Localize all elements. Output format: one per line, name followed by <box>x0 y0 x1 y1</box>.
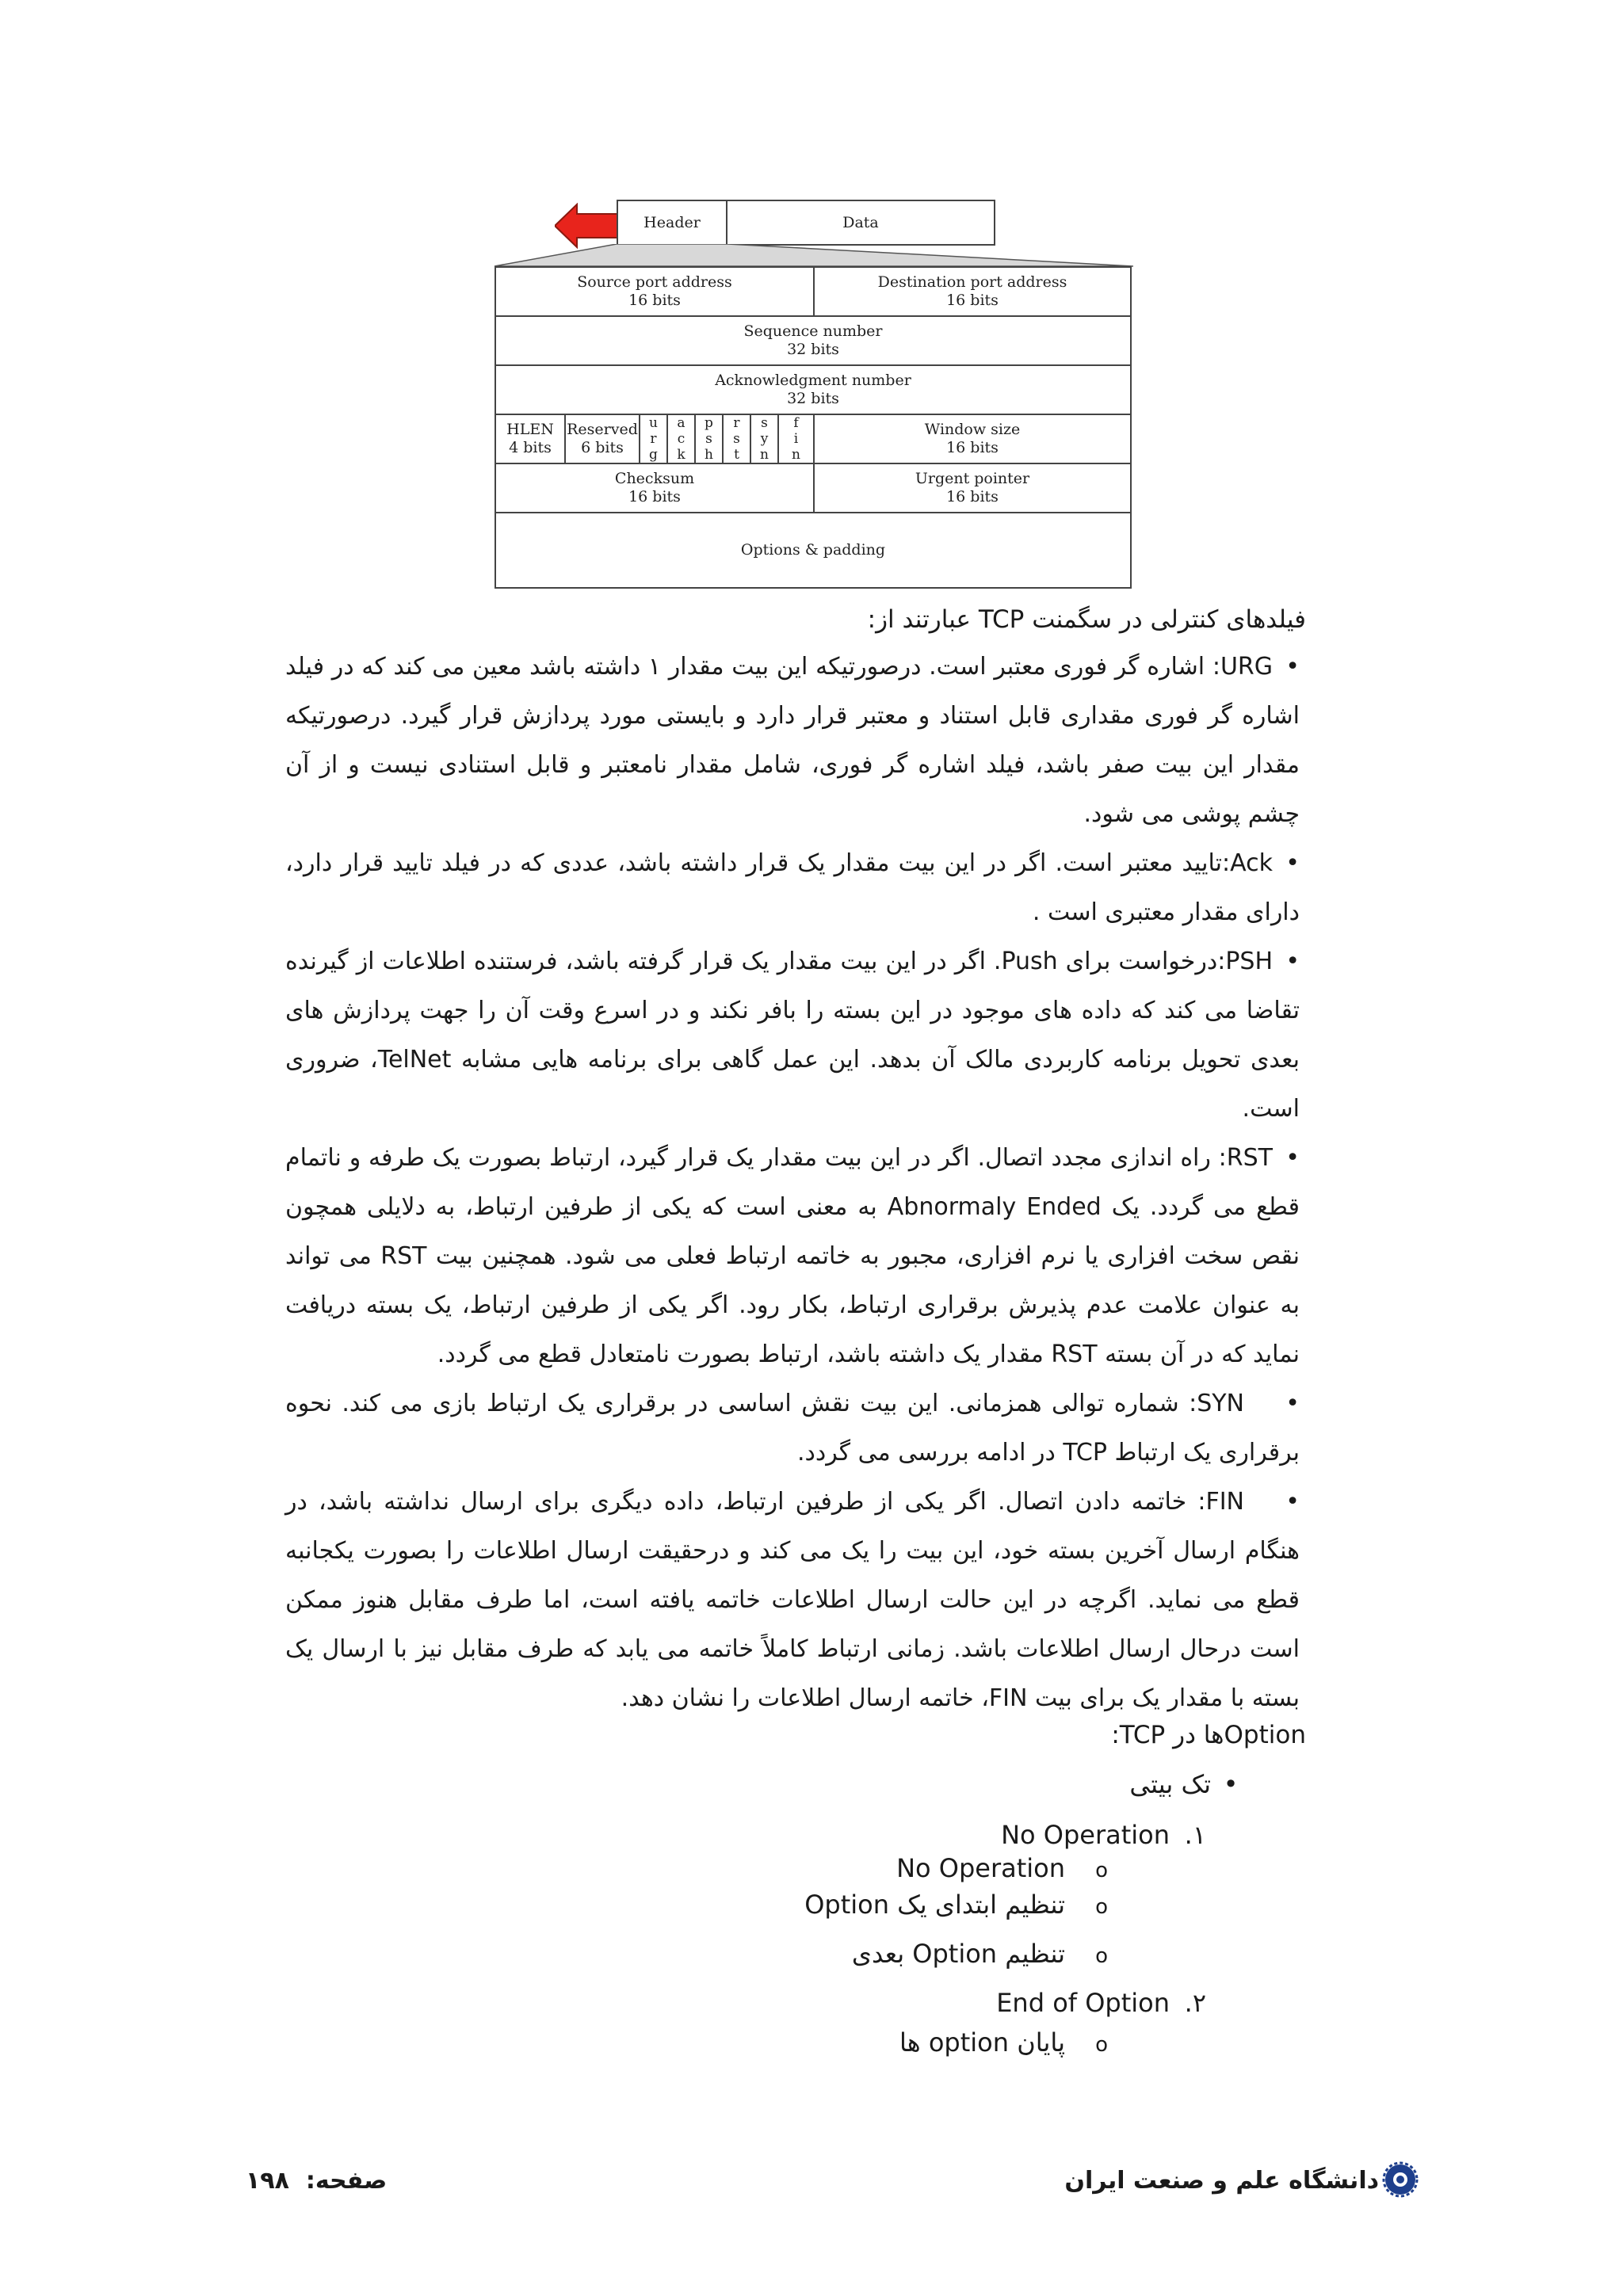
item-number: ۱. <box>1184 1820 1206 1850</box>
reserved-bits: 6 bits <box>581 439 624 456</box>
university-name: دانشگاه علم و صنعت ایران <box>1064 2167 1379 2195</box>
reserved-field <box>564 414 640 464</box>
circle-bullet-icon: o <box>1095 2033 1108 2057</box>
control-fields-intro: فیلدهای کنترلی در سگمنت TCP عبارتند از: <box>867 605 1306 634</box>
checksum-label: Checksum <box>614 470 695 487</box>
bullet-icon: • <box>1223 1769 1239 1799</box>
flag-fin <box>777 414 815 464</box>
circle-bullet-icon: o <box>1095 1944 1108 1968</box>
flag-urg <box>639 414 668 464</box>
sub-item-label: پایان option ها <box>899 2027 1065 2058</box>
header-label: Header <box>643 213 701 231</box>
bullet-icon: • <box>1285 1144 1300 1172</box>
flag-letter: s <box>733 431 740 447</box>
bullet-icon: • <box>1285 1390 1300 1417</box>
flag-letter: a <box>677 415 685 431</box>
destination-port-bits: 16 bits <box>946 292 999 309</box>
numbered-item-label: End of Option <box>996 1988 1170 2018</box>
sub-item <box>899 2027 1108 2061</box>
hlen-label: HLEN <box>506 421 554 438</box>
flag-letter: n <box>792 447 800 463</box>
urgent-pointer-bits: 16 bits <box>946 488 999 505</box>
ack-description: Ack:تایید معتبر است. اگر در این بیت مقدار یک قرار داشته باشد، عددی که در فیلد تایید قرار دارد، دارای مقدار معتبری است . <box>285 849 1300 926</box>
list-item-psh <box>285 937 1300 1134</box>
sub-item-label: No Operation <box>896 1853 1065 1883</box>
sub-item <box>896 1852 1108 1886</box>
flag-letter: h <box>705 447 713 463</box>
numbered-item-1 <box>1001 1819 1206 1851</box>
flag-letter: c <box>677 431 685 447</box>
flag-letter: u <box>649 415 658 431</box>
flag-letter: k <box>677 447 685 463</box>
acknowledgment-number-bits: 32 bits <box>787 390 839 407</box>
source-port-bits: 16 bits <box>628 292 681 309</box>
window-size-bits: 16 bits <box>946 439 999 456</box>
acknowledgment-number-label: Acknowledgment number <box>715 372 911 389</box>
rst-description: RST: راه اندازی مجدد اتصال. اگر در این بیت مقدار یک قرار گیرد، ارتباط بصورت یک طرفه و ناتمام قطع می گردد. یک Abnormaly Ended به معنی است که یکی از طرفین ارتباط، به دلایلی همچون نقص سخت افزاری یا نرم افزاری، مجبور به خاتمه ارتباط فعلی می شود. همچنین بیت RST می تواند به عنوان علامت عدم پذیرش برقراری ارتباط، بکار رود. اگر یکی از طرفین ارتباط، یک بسته دریافت نماید که در آن بسته RST مقدار یک داشته باشد، ارتباط بصورت نامتعادل قطع می گردد. <box>285 1144 1300 1368</box>
sequence-number-bits: 32 bits <box>787 341 839 358</box>
page-number-value: ۱۹۸ <box>246 2167 289 2195</box>
bullet-icon: • <box>1285 948 1300 975</box>
numbered-item-label: No Operation <box>1001 1820 1170 1850</box>
page-label: صفحه: <box>305 2167 388 2195</box>
bullet-icon: • <box>1285 653 1300 681</box>
flag-letter: y <box>760 431 769 447</box>
flag-letter: n <box>760 447 769 463</box>
left-arrow-icon <box>555 203 626 249</box>
flag-letter: r <box>733 415 740 431</box>
sub-item-label: تنظیم ابتدای یک Option <box>804 1890 1065 1920</box>
psh-description: PSH:درخواست برای Push. اگر در این بیت مقدار یک قرار گرفته باشد، فرستنده اطلاعات از گیرنده تقاضا می کند که داده های موجود در این بسته را بافر نکند و در اسرع وقت آن را جهت پردازش های بعدی تحویل برنامه کاربردی مالک آن بدهد. این عمل گاهی برای برنامه هایی مشابه TelNet، ضروری است. <box>285 948 1300 1123</box>
options-padding-label: Options & padding <box>740 541 886 559</box>
flag-letter: t <box>734 447 739 463</box>
flag-syn <box>750 414 779 464</box>
flag-letter: p <box>705 415 713 431</box>
flag-rst <box>722 414 751 464</box>
single-bit-item <box>1129 1768 1251 1800</box>
window-size-label: Window size <box>924 421 1021 438</box>
sub-item <box>852 1938 1108 1972</box>
circle-bullet-icon: o <box>1095 1859 1108 1882</box>
acknowledgment-number-field <box>495 364 1132 415</box>
data-cell <box>726 200 995 246</box>
flag-psh <box>694 414 724 464</box>
header-cell <box>617 200 727 246</box>
syn-description: SYN: شماره توالی همزمانی. این بیت نقش اساسی در برقراری یک ارتباط بازی می کند. نحوه برقراری یک ارتباط TCP در ادامه بررسی می گردد. <box>285 1390 1300 1466</box>
flag-letter: f <box>793 415 799 431</box>
data-label: Data <box>842 213 879 231</box>
list-item-ack <box>285 839 1300 937</box>
list-item-urg <box>285 643 1300 839</box>
destination-port-field <box>813 266 1132 317</box>
flag-letter: s <box>761 415 768 431</box>
checksum-field <box>495 463 815 513</box>
list-item-fin <box>285 1478 1300 1723</box>
checksum-bits: 16 bits <box>628 488 681 505</box>
list-item-syn <box>285 1379 1300 1478</box>
sub-item-label: تنظیم Option بعدی <box>851 1939 1065 1969</box>
options-padding-field <box>495 512 1132 589</box>
page-number <box>246 2167 387 2195</box>
urgent-pointer-field <box>813 463 1132 513</box>
header-expansion-lines <box>491 244 1133 268</box>
circle-bullet-icon: o <box>1095 1895 1108 1919</box>
single-bit-label: تک بیتی <box>1129 1769 1211 1799</box>
item-number: ۲. <box>1184 1988 1206 2018</box>
numbered-item-2 <box>996 1987 1206 2019</box>
window-size-field <box>813 414 1132 464</box>
bullet-icon: • <box>1285 849 1300 877</box>
urg-description: URG: اشاره گر فوری معتبر است. درصورتیکه این بیت مقدار ۱ داشته باشد معین می کند که در فیلد اشاره گر فوری مقداری قابل استناد و معتبر قرار دارد و بایستی مورد پردازش قرار گیرد. درصورتیکه مقدار این بیت صفر باشد، فیلد اشاره گر فوری، شامل مقدار نامعتبر و قابل استنادی نیست و از آن چشم پوشی می شود. <box>285 653 1300 828</box>
flag-letter: r <box>650 431 657 447</box>
list-item-rst <box>285 1134 1300 1379</box>
flag-letter: i <box>793 431 799 447</box>
reserved-label: Reserved <box>567 421 638 438</box>
flag-letter: s <box>705 431 712 447</box>
hlen-bits: 4 bits <box>509 439 552 456</box>
sub-item <box>804 1889 1108 1923</box>
options-heading: Optionها در TCP: <box>1111 1721 1306 1749</box>
urgent-pointer-label: Urgent pointer <box>915 470 1030 487</box>
university-logo-icon <box>1382 2161 1419 2198</box>
flag-ack <box>666 414 696 464</box>
hlen-field <box>495 414 566 464</box>
source-port-label: Source port address <box>577 273 732 291</box>
tcp-header-diagram <box>491 198 1133 590</box>
flag-letter: g <box>649 447 658 463</box>
destination-port-label: Destination port address <box>877 273 1067 291</box>
fin-description: FIN: خاتمه دادن اتصال. اگر یکی از طرفین ارتباط، داده دیگری برای ارسال نداشته باشد، در هنگام ارسال آخرین بسته خود، این بیت را یک می کند و درحقیقت ارسال اطلاعات را بصورت یکجانبه قطع می نماید. اگرچه در این حالت ارسال اطلاعات خاتمه یافته است، اما طرف مقابل هنوز ممکن است درحال ارسال اطلاعات باشد. زمانی ارتباط کاملاً خاتمه می یابد که طرف مقابل نیز با ارسال یک بسته با مقدار یک برای بیت FIN، خاتمه ارسال اطلاعات را نشان دهد. <box>285 1488 1300 1712</box>
sequence-number-field <box>495 315 1132 366</box>
bullet-icon: • <box>1285 1488 1300 1516</box>
source-port-field <box>495 266 815 317</box>
sequence-number-label: Sequence number <box>743 322 883 340</box>
